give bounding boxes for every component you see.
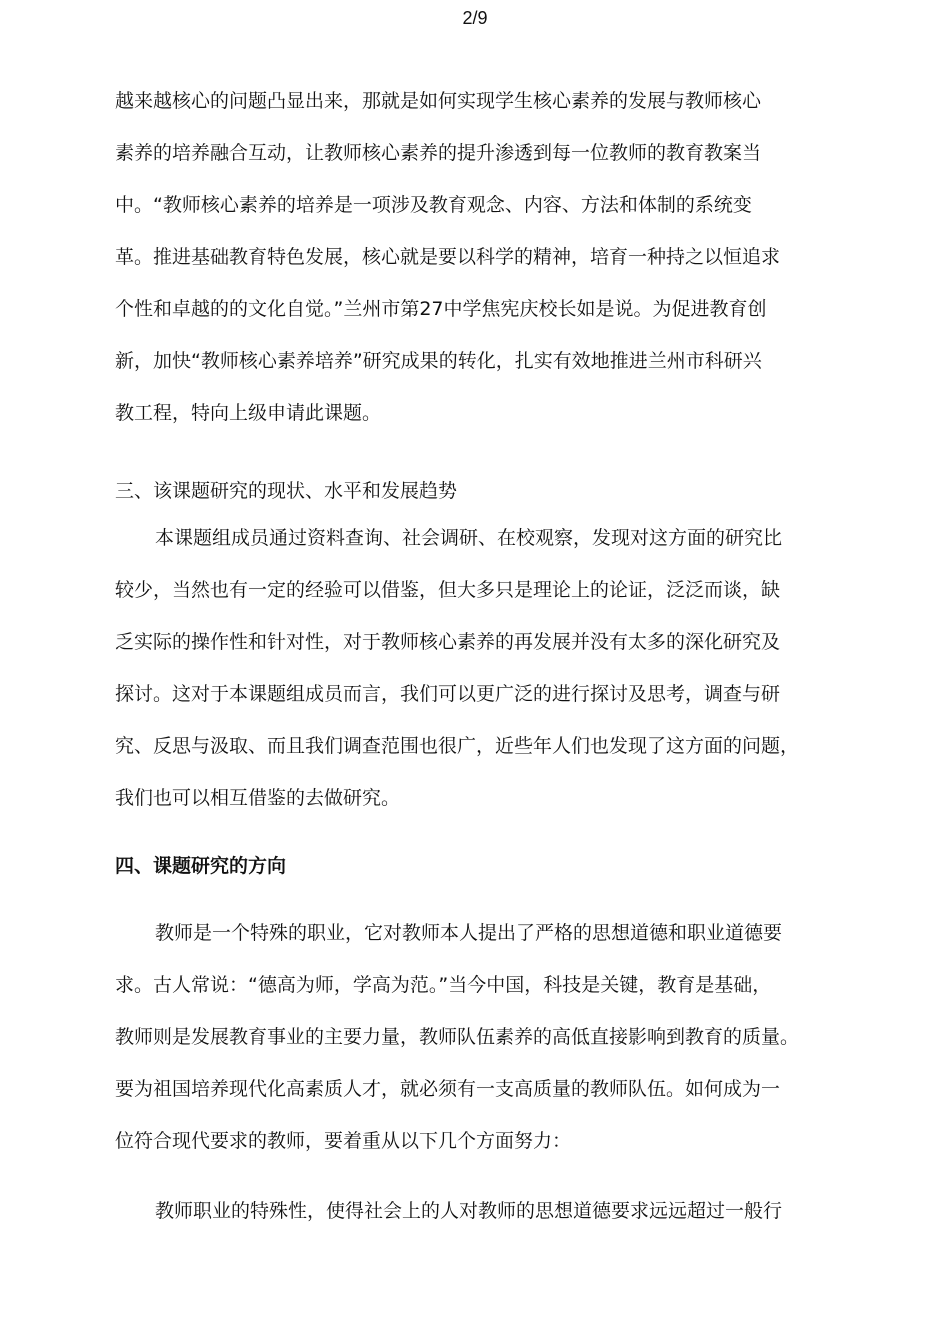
page-number: 2/9 <box>462 8 488 28</box>
paragraph-line: 乏实际的操作性和针对性，对于教师核心素养的再发展并没有太多的深化研究及 <box>115 631 781 653</box>
paragraph-line: 要为祖国培养现代化高素质人才，就必须有一支高质量的教师队伍。如何成为一 <box>115 1078 781 1100</box>
paragraph-line: 教师职业的特殊性，使得社会上的人对教师的思想道德要求远远超过一般行 <box>155 1200 783 1222</box>
paragraph-line: 中。“教师核心素养的培养是一项涉及教育观念、内容、方法和体制的系统变 <box>115 194 752 216</box>
paragraph-line: 革。推进基础教育特色发展，核心就是要以科学的精神，培育一种持之以恒追求 <box>115 246 781 268</box>
paragraph-line: 探讨。这对于本课题组成员而言，我们可以更广泛的进行探讨及思考，调查与研 <box>115 683 781 705</box>
paragraph-line: 教师是一个特殊的职业，它对教师本人提出了严格的思想道德和职业道德要 <box>155 922 783 944</box>
paragraph-line: 我们也可以相互借鉴的去做研究。 <box>115 787 401 809</box>
paragraph-line: 个性和卓越的的文化自觉。”兰州市第27中学焦宪庆校长如是说。为促进教育创 <box>115 298 767 320</box>
paragraph-line: 新，加快“教师核心素养培养”研究成果的转化，扎实有效地推进兰州市科研兴 <box>115 350 762 372</box>
paragraph-line: 位符合现代要求的教师，要着重从以下几个方面努力： <box>115 1130 572 1152</box>
paragraph-line: 本课题组成员通过资料查询、社会调研、在校观察，发现对这方面的研究比 <box>155 527 783 549</box>
paragraph-line: 越来越核心的问题凸显出来，那就是如何实现学生核心素养的发展与教师核心 <box>115 90 762 112</box>
paragraph-line: 求。古人常说：“德高为师，学高为范。”当今中国，科技是关键，教育是基础， <box>115 974 772 996</box>
paragraph-line: 究、反思与汲取、而且我们调查范围也很广，近些年人们也发现了这方面的问题， <box>115 735 800 757</box>
section-heading-4: 四、课题研究的方向 <box>115 855 287 877</box>
paragraph-line: 素养的培养融合互动，让教师核心素养的提升渗透到每一位教师的教育教案当 <box>115 142 762 164</box>
section-heading-3: 三、该课题研究的现状、水平和发展趋势 <box>115 480 458 502</box>
paragraph-line: 较少，当然也有一定的经验可以借鉴，但大多只是理论上的论证，泛泛而谈，缺 <box>115 579 781 601</box>
paragraph-line: 教师则是发展教育事业的主要力量，教师队伍素养的高低直接影响到教育的质量。 <box>115 1026 800 1048</box>
paragraph-line: 教工程，特向上级申请此课题。 <box>115 402 382 424</box>
